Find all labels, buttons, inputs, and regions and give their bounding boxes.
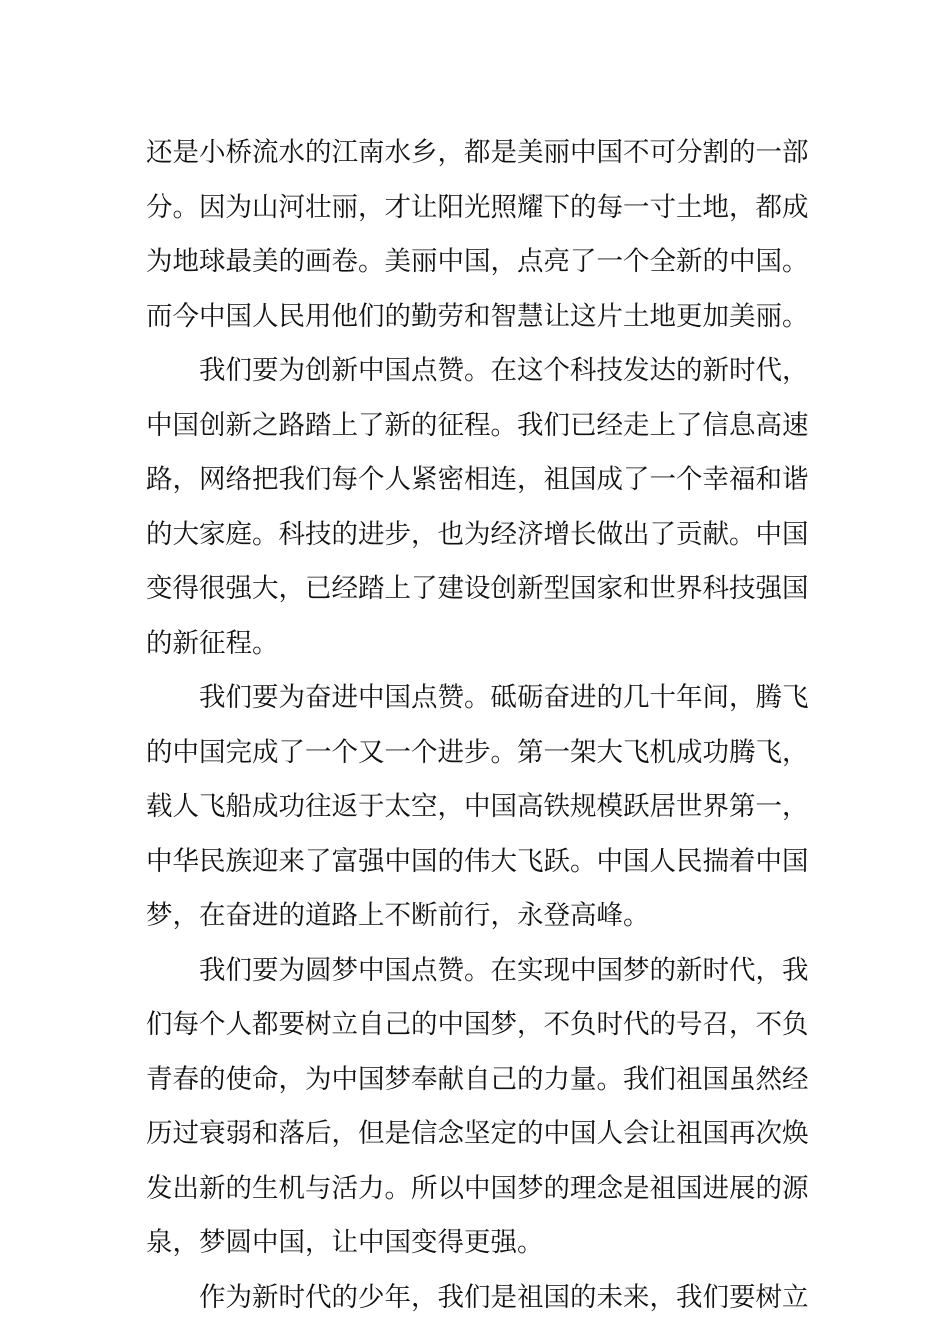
text-line: 路，网络把我们每个人紧密相连，祖国成了一个幸福和谐 bbox=[146, 464, 809, 495]
text-line: 为地球最美的画卷。美丽中国，点亮了一个全新的中国。 bbox=[146, 246, 809, 277]
text-line: 的大家庭。科技的进步，也为经济增长做出了贡献。中国 bbox=[146, 518, 809, 550]
text-line: 泉，梦圆中国，让中国变得更强。 bbox=[146, 1227, 544, 1258]
text-line: 中国创新之路踏上了新的征程。我们已经走上了信息高速 bbox=[146, 409, 809, 441]
text-line: 而今中国人民用他们的勤劳和智慧让这片土地更加美丽。 bbox=[146, 300, 809, 332]
text-line: 还是小桥流水的江南水乡，都是美丽中国不可分割的一部 bbox=[146, 137, 809, 168]
text-line: 的中国完成了一个又一个进步。第一架大飞机成功腾飞， bbox=[146, 736, 809, 768]
paragraph-start-line: 我们要为创新中国点赞。在这个科技发达的新时代， bbox=[199, 355, 809, 386]
essay-body bbox=[146, 126, 808, 1325]
text-line: 们每个人都要树立自己的中国梦，不负时代的号召，不负 bbox=[146, 1009, 809, 1040]
text-line: 青春的使命，为中国梦奉献自己的力量。我们祖国虽然经 bbox=[146, 1063, 809, 1095]
text-line: 分。因为山河壮丽，才让阳光照耀下的每一寸土地，都成 bbox=[146, 191, 809, 223]
text-line: 历过衰弱和落后，但是信念坚定的中国人会让祖国再次焕 bbox=[146, 1118, 809, 1149]
paragraph-start-line: 我们要为圆梦中国点赞。在实现中国梦的新时代，我 bbox=[199, 954, 809, 986]
paragraph-start-line: 我们要为奋进中国点赞。砥砺奋进的几十年间，腾飞 bbox=[199, 682, 809, 713]
text-line: 发出新的生机与活力。所以中国梦的理念是祖国进展的源 bbox=[146, 1172, 809, 1204]
text-line: 载人飞船成功往返于太空，中国高铁规模跃居世界第一， bbox=[146, 791, 809, 822]
text-line: 中华民族迎来了富强中国的伟大飞跃。中国人民揣着中国 bbox=[146, 845, 809, 877]
text-line: 的新征程。 bbox=[146, 627, 279, 659]
text-line: 梦，在奋进的道路上不断前行，永登高峰。 bbox=[146, 900, 650, 931]
paragraph-start-line: 作为新时代的少年，我们是祖国的未来，我们要树立 bbox=[199, 1281, 809, 1313]
text-line: 变得很强大，已经踏上了建设创新型国家和世界科技强国 bbox=[146, 573, 809, 604]
